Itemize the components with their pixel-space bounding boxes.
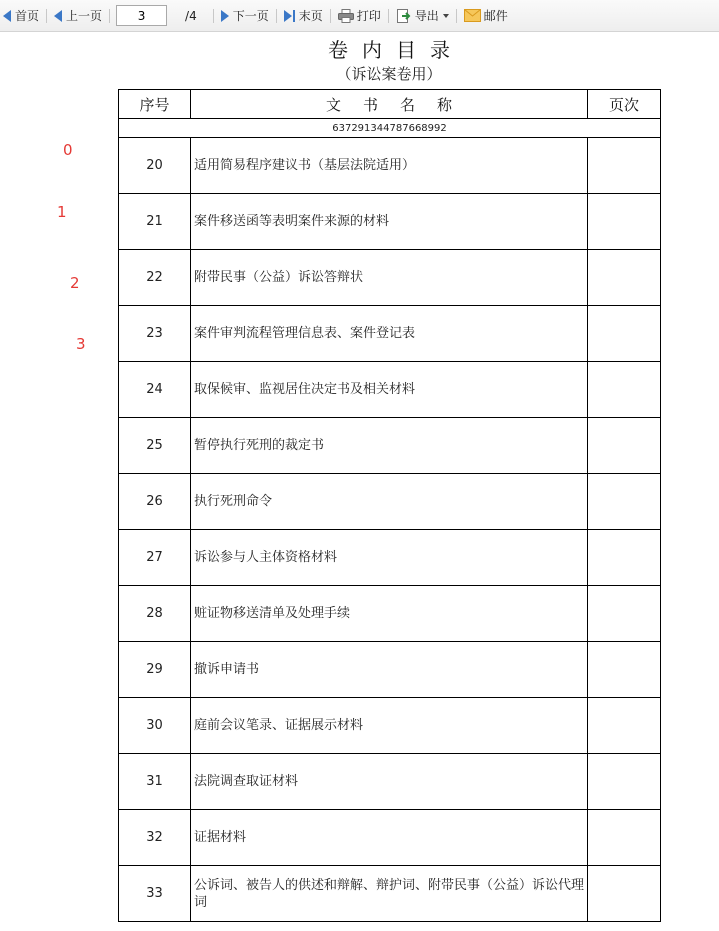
row-marker: 1 [57, 203, 67, 221]
row-number: 23 [119, 306, 191, 362]
document-name: 撤诉申请书 [191, 642, 588, 698]
toolbar-separator [276, 9, 277, 23]
page-cell [588, 306, 661, 362]
table-row [119, 138, 661, 194]
mail-button[interactable] [461, 5, 511, 27]
row-number: 28 [119, 586, 191, 642]
document-title: 卷内目录 [328, 38, 464, 62]
row-number: 25 [119, 418, 191, 474]
toolbar-separator [388, 9, 389, 23]
page-cell [588, 194, 661, 250]
table-row [119, 754, 661, 810]
header-no: 序号 [119, 90, 191, 119]
prev-page-icon [54, 10, 62, 22]
page-cell [588, 866, 661, 922]
page-cell [588, 586, 661, 642]
toolbar-separator [109, 9, 110, 23]
print-button[interactable] [335, 5, 384, 27]
page-number-input[interactable] [116, 5, 167, 26]
page-cell [588, 754, 661, 810]
document-name: 诉讼参与人主体资格材料 [191, 530, 588, 586]
table-header-row [119, 90, 661, 119]
row-number: 26 [119, 474, 191, 530]
page-cell [588, 362, 661, 418]
document-name: 附带民事（公益）诉讼答辩状 [191, 250, 588, 306]
table-row [119, 866, 661, 922]
row-number: 31 [119, 754, 191, 810]
header-name: 文书名称 [191, 90, 588, 119]
page-cell [588, 250, 661, 306]
barcode-row [119, 119, 661, 138]
row-number: 21 [119, 194, 191, 250]
row-number: 29 [119, 642, 191, 698]
page-cell [588, 642, 661, 698]
next-page-icon [221, 10, 229, 22]
row-number: 22 [119, 250, 191, 306]
toolbar-separator [46, 9, 47, 23]
document-name: 案件移送函等表明案件来源的材料 [191, 194, 588, 250]
document-name: 庭前会议笔录、证据展示材料 [191, 698, 588, 754]
export-label: 导出 [414, 9, 439, 23]
document-name: 案件审判流程管理信息表、案件登记表 [191, 306, 588, 362]
row-marker: 3 [76, 335, 86, 353]
row-marker: 0 [63, 141, 73, 159]
table-row [119, 194, 661, 250]
prev-page-label: 上一页 [66, 9, 103, 23]
row-marker: 2 [70, 274, 80, 292]
chevron-down-icon [443, 14, 449, 18]
row-number: 20 [119, 138, 191, 194]
table-row [119, 474, 661, 530]
prev-page-button[interactable] [51, 5, 105, 27]
report-toolbar [0, 0, 719, 32]
last-page-button[interactable] [281, 5, 326, 27]
export-button[interactable] [393, 5, 452, 27]
row-number: 30 [119, 698, 191, 754]
next-page-label: 下一页 [232, 9, 269, 23]
table-row [119, 306, 661, 362]
toolbar-separator [330, 9, 331, 23]
table-row [119, 642, 661, 698]
document-subtitle: （诉讼案卷用） [336, 65, 442, 83]
export-icon [396, 8, 412, 24]
document-name: 适用简易程序建议书（基层法院适用） [191, 138, 588, 194]
row-number: 24 [119, 362, 191, 418]
document-name: 公诉词、被告人的供述和辩解、辩护词、附带民事（公益）诉讼代理词 [191, 866, 588, 922]
last-page-label: 末页 [298, 9, 323, 23]
table-row [119, 418, 661, 474]
printer-icon [338, 9, 354, 23]
document-name: 暂停执行死刑的裁定书 [191, 418, 588, 474]
mail-icon [464, 9, 481, 22]
print-label: 打印 [356, 9, 381, 23]
document-name: 取保候审、监视居住决定书及相关材料 [191, 362, 588, 418]
catalog-table [118, 89, 661, 922]
document-name: 执行死刑命令 [191, 474, 588, 530]
next-page-button[interactable] [218, 5, 272, 27]
row-number: 27 [119, 530, 191, 586]
row-number: 32 [119, 810, 191, 866]
document-name: 证据材料 [191, 810, 588, 866]
document-name: 法院调查取证材料 [191, 754, 588, 810]
header-page: 页次 [588, 90, 661, 119]
page-cell [588, 698, 661, 754]
mail-label: 邮件 [483, 9, 508, 23]
barcode-number: 637291344787668992 [119, 119, 661, 138]
table-row [119, 250, 661, 306]
first-page-label: 首页 [15, 9, 40, 23]
page-cell [588, 530, 661, 586]
table-row [119, 362, 661, 418]
page-cell [588, 810, 661, 866]
last-page-icon [284, 10, 295, 22]
document-name: 赃证物移送清单及处理手续 [191, 586, 588, 642]
toolbar-separator [213, 9, 214, 23]
table-row [119, 698, 661, 754]
table-row [119, 586, 661, 642]
table-row [119, 530, 661, 586]
first-page-button[interactable] [0, 5, 42, 27]
page-total: /4 [185, 8, 197, 23]
toolbar-separator [456, 9, 457, 23]
page-cell [588, 474, 661, 530]
row-number: 33 [119, 866, 191, 922]
table-row [119, 810, 661, 866]
page-cell [588, 418, 661, 474]
page-cell [588, 138, 661, 194]
first-page-icon [3, 10, 11, 22]
